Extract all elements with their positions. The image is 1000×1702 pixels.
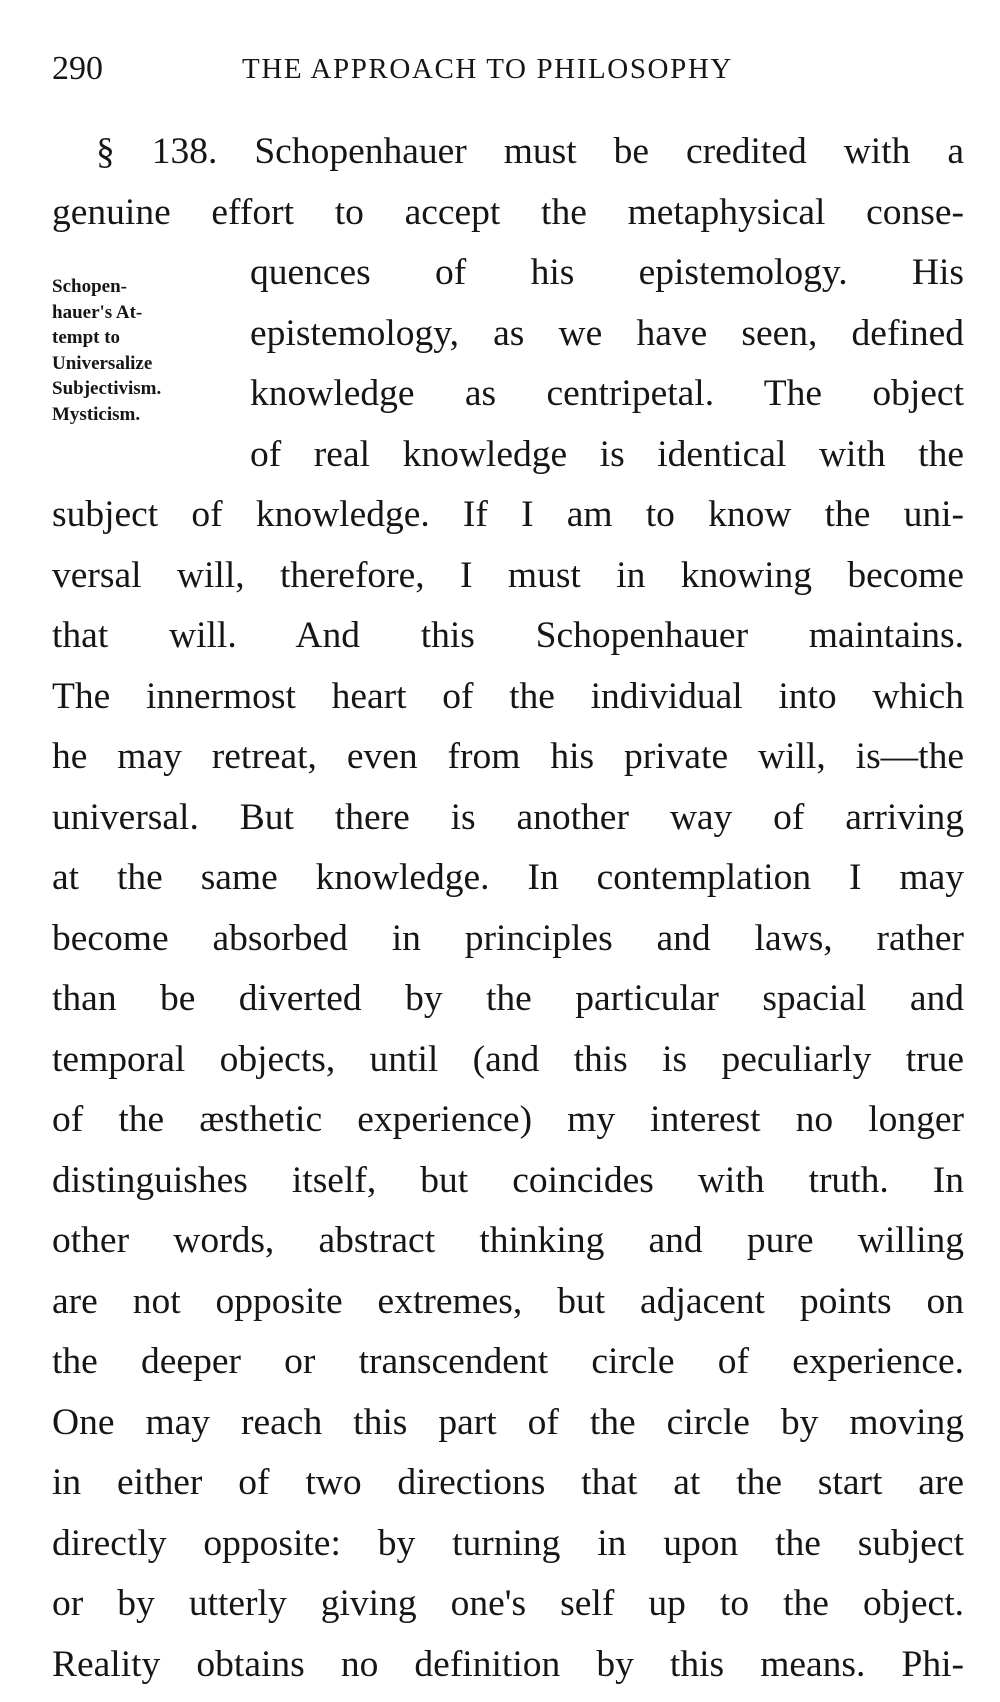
text-line: at the same knowledge. In contemplation I may xyxy=(52,857,964,898)
text-line: Reality obtains no definition by this means. Phi- xyxy=(52,1643,964,1685)
text-line: universal. But there is another way of arriving xyxy=(52,796,964,838)
margin-note-line: Universalize xyxy=(52,352,153,374)
text-line: other words, abstract thinking and pure willing xyxy=(52,1220,964,1261)
margin-note-line: hauer's At- xyxy=(52,301,143,323)
text-line: of the æsthetic experience) my interest no longer xyxy=(52,1099,964,1140)
text-line: directly opposite: by turning in upon the subject xyxy=(52,1522,964,1564)
text-line: One may reach this part of the circle by moving xyxy=(52,1401,964,1443)
text-line: subject of knowledge. If I am to know the uni- xyxy=(52,494,964,535)
text-line: than be diverted by the particular spacial and xyxy=(52,978,964,1019)
text-line: or by utterly giving one's self up to the object. xyxy=(52,1583,964,1624)
text-line: are not opposite extremes, but adjacent points on xyxy=(52,1280,964,1322)
text-line: § 138. Schopenhauer must be credited with a xyxy=(96,131,964,172)
running-head xyxy=(52,44,964,94)
text-line: that will. And this Schopenhauer maintains. xyxy=(52,615,964,656)
text-line: the deeper or transcendent circle of experience. xyxy=(52,1341,964,1382)
text-line: versal will, therefore, I must in knowing become xyxy=(52,554,964,596)
margin-note-line: Subjectivism. xyxy=(52,378,162,399)
text-line: quences of his epistemology. His xyxy=(250,252,964,293)
text-line: The innermost heart of the individual into which xyxy=(52,675,964,717)
text-line: he may retreat, even from his private will, is—the xyxy=(52,736,964,777)
margin-note-line: tempt to xyxy=(52,327,121,348)
text-line: genuine effort to accept the metaphysical conse- xyxy=(52,191,964,233)
body-paragraph xyxy=(52,122,964,1695)
text-line: knowledge as centripetal. The object xyxy=(250,373,964,414)
margin-note-line: Schopen- xyxy=(52,276,127,297)
text-line: in either of two directions that at the start are xyxy=(52,1462,964,1503)
text-line: temporal objects, until (and this is peculiarly true xyxy=(52,1038,964,1080)
running-title: THE APPROACH TO PHILOSOPHY xyxy=(242,53,733,85)
text-line: epistemology, as we have seen, defined xyxy=(250,312,964,354)
text-line: become absorbed in principles and laws, rather xyxy=(52,917,964,959)
page-number: 290 xyxy=(52,50,103,87)
text-line: of real knowledge is identical with the xyxy=(250,433,964,475)
text-line: distinguishes itself, but coincides with truth. In xyxy=(52,1159,964,1201)
margin-note-line: Mysticism. xyxy=(52,403,141,425)
